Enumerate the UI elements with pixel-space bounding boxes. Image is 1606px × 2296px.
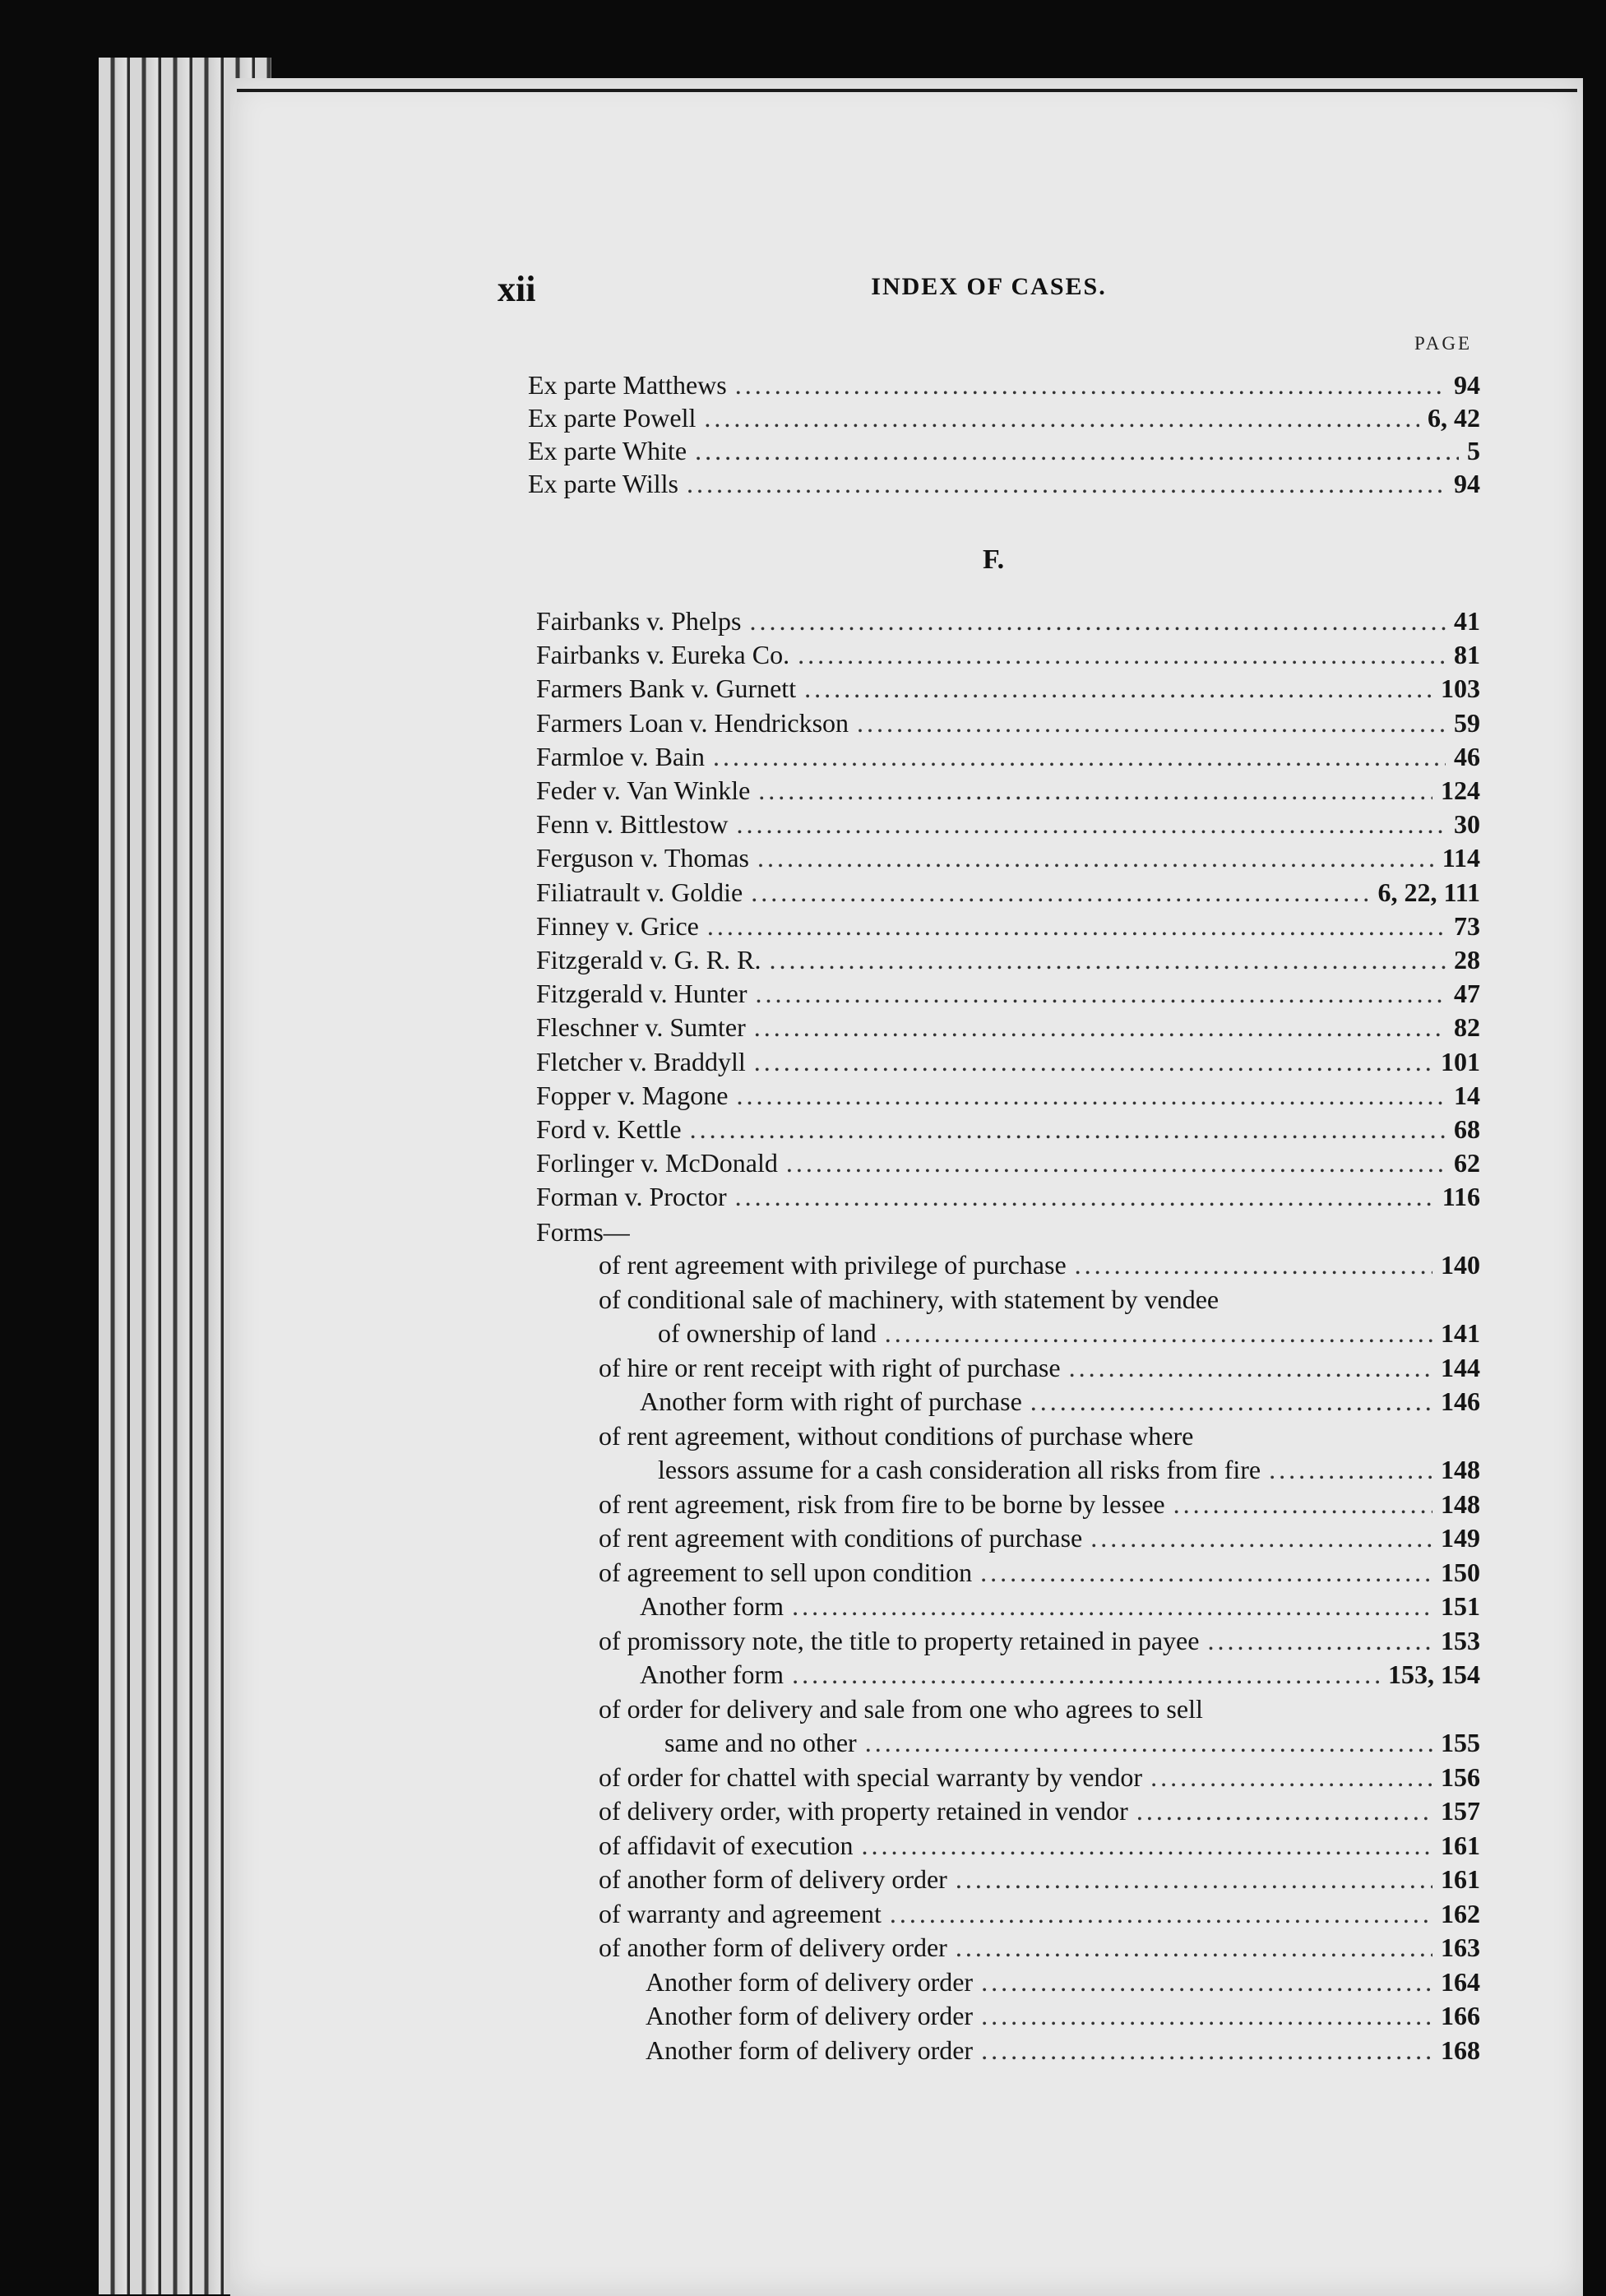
leader-dots: [981, 1999, 1432, 2032]
entry-page-number: 103: [1441, 674, 1480, 704]
leader-dots: [707, 910, 1446, 942]
leader-dots: [690, 1113, 1446, 1146]
entry-name: Another form with right of purchase: [640, 1386, 1022, 1416]
entry-page-number: 162: [1441, 1898, 1480, 1928]
index-entry: [536, 943, 1480, 976]
folio-number: xii: [498, 269, 536, 309]
forms-item: [599, 1556, 1480, 1589]
leader-dots: [1173, 1488, 1432, 1521]
entry-page-number: 146: [1441, 1386, 1480, 1416]
entry-name: Fitzgerald v. G. R. R.: [536, 945, 761, 974]
forms-item: [599, 1829, 1480, 1862]
index-entry: [536, 876, 1480, 909]
entry-name: Farmers Bank v. Gurnett: [536, 674, 797, 704]
forms-item: [599, 1761, 1480, 1794]
forms-item: [658, 1453, 1480, 1486]
entry-name: of ownership of land: [658, 1318, 877, 1348]
forms-heading: Forms—: [536, 1217, 630, 1247]
entry-page-number: 81: [1454, 640, 1480, 670]
forms-item: [646, 1999, 1480, 2032]
leader-dots: [1207, 1624, 1432, 1657]
entry-name: Feder v. Van Winkle: [536, 775, 751, 805]
entry-page-number: 148: [1441, 1455, 1480, 1484]
forms-item: [599, 1624, 1480, 1657]
entry-name: Another form of delivery order: [646, 1966, 974, 1997]
forms-item: [658, 1317, 1480, 1349]
forms-item: [599, 1248, 1480, 1281]
forms-item: [599, 1897, 1480, 1930]
leader-dots: [754, 1045, 1432, 1078]
forms-item: [599, 1863, 1480, 1896]
index-entry: [536, 740, 1480, 773]
entry-page-number: 5: [1467, 436, 1480, 465]
entry-name: Fitzgerald v. Hunter: [536, 979, 747, 1009]
entry-page-number: 62: [1454, 1148, 1480, 1178]
entry-page-number: 153, 154: [1388, 1660, 1480, 1689]
index-entry: [536, 638, 1480, 671]
entry-name: of agreement to sell upon condition: [599, 1557, 973, 1587]
entry-name: Ex parte Wills: [528, 469, 678, 498]
entry-page-number: 140: [1441, 1250, 1480, 1280]
entry-page-number: 47: [1454, 979, 1480, 1009]
entry-page-number: 166: [1441, 2001, 1480, 2030]
entry-page-number: 68: [1454, 1114, 1480, 1144]
forms-item: [646, 2034, 1480, 2067]
entry-name: Farmers Loan v. Hendrickson: [536, 707, 849, 738]
entry-page-number: 116: [1442, 1182, 1480, 1212]
leader-dots: [1069, 1351, 1432, 1384]
forms-item: [640, 1658, 1480, 1691]
index-entry: [536, 1079, 1480, 1112]
index-entry: [528, 434, 1480, 467]
entry-page-number: 14: [1454, 1080, 1480, 1110]
forms-item: [599, 1521, 1480, 1554]
entry-name: Ford v. Kettle: [536, 1114, 682, 1144]
leader-dots: [758, 774, 1432, 807]
leader-dots: [890, 1897, 1432, 1930]
forms-item: [646, 1965, 1480, 1998]
entry-page-number: 30: [1454, 809, 1480, 840]
entry-page-number: 41: [1454, 606, 1480, 636]
forms-item: [664, 1726, 1480, 1759]
leader-dots: [735, 1180, 1434, 1213]
leader-dots: [769, 943, 1446, 976]
entry-page-number: 114: [1442, 843, 1480, 873]
forms-item: [640, 1385, 1480, 1418]
index-entry: [536, 977, 1480, 1010]
entry-page-number: 124: [1441, 775, 1480, 805]
leader-dots: [857, 706, 1446, 739]
leader-dots: [1075, 1248, 1432, 1281]
index-entry: [528, 368, 1480, 401]
forms-item: [599, 1351, 1480, 1384]
entry-name: Fairbanks v. Phelps: [536, 606, 742, 636]
leader-dots: [1030, 1385, 1432, 1418]
index-entry: [536, 808, 1480, 840]
entry-name: Ex parte White: [528, 436, 687, 465]
leader-dots: [1150, 1761, 1432, 1794]
index-entry: [536, 910, 1480, 942]
index-entry: [528, 467, 1480, 500]
entry-page-number: 94: [1454, 370, 1480, 400]
entry-name: lessors assume for a cash consideration all risks from fire: [658, 1455, 1261, 1484]
entry-name: Ferguson v. Thomas: [536, 843, 749, 873]
leader-dots: [713, 740, 1446, 773]
forms-item: [599, 1488, 1480, 1521]
leader-dots: [695, 434, 1459, 467]
entry-name: Another form of delivery order: [646, 2001, 974, 2030]
entry-page-number: 161: [1441, 1864, 1480, 1894]
entry-name: Fletcher v. Braddyll: [536, 1046, 746, 1076]
entry-name: Fenn v. Bittlestow: [536, 809, 729, 840]
leader-dots: [980, 1556, 1432, 1589]
entry-name: Another form: [640, 1591, 784, 1621]
entry-page-number: 168: [1441, 2034, 1480, 2065]
leader-dots: [751, 876, 1369, 909]
forms-item: of order for delivery and sale from one who agrees to sell: [599, 1693, 1203, 1724]
entry-name: Filiatrault v. Goldie: [536, 877, 743, 907]
entry-page-number: 157: [1441, 1796, 1480, 1826]
entry-name: of delivery order, with property retained in vendor: [599, 1796, 1128, 1826]
index-entry: [536, 1113, 1480, 1146]
entry-name: Fleschner v. Sumter: [536, 1012, 746, 1043]
leader-dots: [735, 368, 1446, 401]
entry-page-number: 156: [1441, 1761, 1480, 1792]
entry-page-number: 150: [1441, 1557, 1480, 1587]
entry-name: of another form of delivery order: [599, 1933, 947, 1962]
entry-name: of warranty and agreement: [599, 1898, 882, 1928]
index-entry: [528, 401, 1480, 434]
leader-dots: [757, 841, 1434, 874]
forms-item: of conditional sale of machinery, with statement by vendee: [599, 1284, 1220, 1314]
leader-dots: [754, 1011, 1446, 1044]
entry-page-number: 148: [1441, 1488, 1480, 1519]
section-letter-f: F.: [983, 544, 1005, 575]
entry-page-number: 73: [1454, 910, 1480, 941]
leader-dots: [756, 977, 1446, 1010]
entry-name: of hire or rent receipt with right of purchase: [599, 1352, 1061, 1382]
entry-name: Forman v. Proctor: [536, 1182, 727, 1212]
entry-page-number: 153: [1441, 1625, 1480, 1655]
index-entry: [536, 1146, 1480, 1179]
entry-name: of rent agreement, risk from fire to be borne by lessee: [599, 1488, 1165, 1519]
leader-dots: [792, 1658, 1380, 1691]
entry-page-number: 82: [1454, 1012, 1480, 1043]
entry-page-number: 94: [1454, 469, 1480, 498]
entry-page-number: 59: [1454, 707, 1480, 738]
entry-name: Ex parte Matthews: [528, 370, 727, 400]
leader-dots: [981, 2034, 1432, 2067]
index-entry: [536, 841, 1480, 874]
leader-dots: [749, 604, 1446, 637]
entry-name: of order for chattel with special warranty by vendor: [599, 1761, 1143, 1792]
index-entry: [536, 1011, 1480, 1044]
entry-name: Fairbanks v. Eureka Co.: [536, 640, 790, 670]
leader-dots: [1136, 1794, 1432, 1827]
forms-item: [640, 1590, 1480, 1622]
index-entry: [536, 774, 1480, 807]
leader-dots: [1269, 1453, 1432, 1486]
forms-item: of rent agreement, without conditions of purchase where: [599, 1420, 1194, 1451]
index-entry: [536, 706, 1480, 739]
leader-dots: [956, 1863, 1432, 1896]
entry-page-number: 6, 42: [1428, 403, 1480, 433]
forms-item: [599, 1931, 1480, 1964]
leader-dots: [736, 808, 1446, 840]
index-entry: [536, 604, 1480, 637]
leader-dots: [885, 1317, 1432, 1349]
entry-name: Fopper v. Magone: [536, 1080, 729, 1110]
entry-page-number: 155: [1441, 1728, 1480, 1757]
entry-page-number: 149: [1441, 1523, 1480, 1553]
entry-name: of rent agreement with conditions of purchase: [599, 1523, 1083, 1553]
entry-name: of affidavit of execution: [599, 1830, 854, 1860]
entry-page-number: 151: [1441, 1591, 1480, 1621]
leader-dots: [956, 1931, 1432, 1964]
leader-dots: [981, 1965, 1432, 1998]
entry-name: Ex parte Powell: [528, 403, 697, 433]
entry-page-number: 101: [1441, 1046, 1480, 1076]
entry-name: Farmloe v. Bain: [536, 741, 705, 771]
forms-item: [599, 1794, 1480, 1827]
leader-dots: [687, 467, 1446, 500]
entry-page-number: 164: [1441, 1966, 1480, 1997]
leader-dots: [865, 1726, 1432, 1759]
entry-page-number: 46: [1454, 741, 1480, 771]
leader-dots: [1090, 1521, 1432, 1554]
entry-page-number: 144: [1441, 1352, 1480, 1382]
leader-dots: [704, 401, 1419, 434]
entry-page-number: 161: [1441, 1830, 1480, 1860]
entry-name: of rent agreement with privilege of purchase: [599, 1250, 1067, 1280]
index-entry: [536, 1180, 1480, 1213]
entry-page-number: 6, 22, 111: [1377, 877, 1480, 907]
entry-page-number: 28: [1454, 945, 1480, 974]
entry-name: of another form of delivery order: [599, 1864, 947, 1894]
leader-dots: [786, 1146, 1446, 1179]
entry-name: Another form of delivery order: [646, 2034, 974, 2065]
leader-dots: [736, 1079, 1446, 1112]
leader-dots: [798, 638, 1446, 671]
index-entry: [536, 672, 1480, 705]
leader-dots: [804, 672, 1432, 705]
leader-dots: [862, 1829, 1432, 1862]
entry-name: Finney v. Grice: [536, 910, 699, 941]
index-entry: [536, 1045, 1480, 1078]
entry-name: of promissory note, the title to property retained in payee: [599, 1625, 1200, 1655]
entry-name: same and no other: [664, 1728, 857, 1757]
page-column-heading: PAGE: [1414, 333, 1472, 354]
entry-page-number: 163: [1441, 1933, 1480, 1962]
entry-name: Forlinger v. McDonald: [536, 1148, 778, 1178]
leader-dots: [792, 1590, 1432, 1622]
entry-page-number: 141: [1441, 1318, 1480, 1348]
running-title: INDEX OF CASES.: [871, 273, 1107, 300]
entry-name: Another form: [640, 1660, 784, 1689]
